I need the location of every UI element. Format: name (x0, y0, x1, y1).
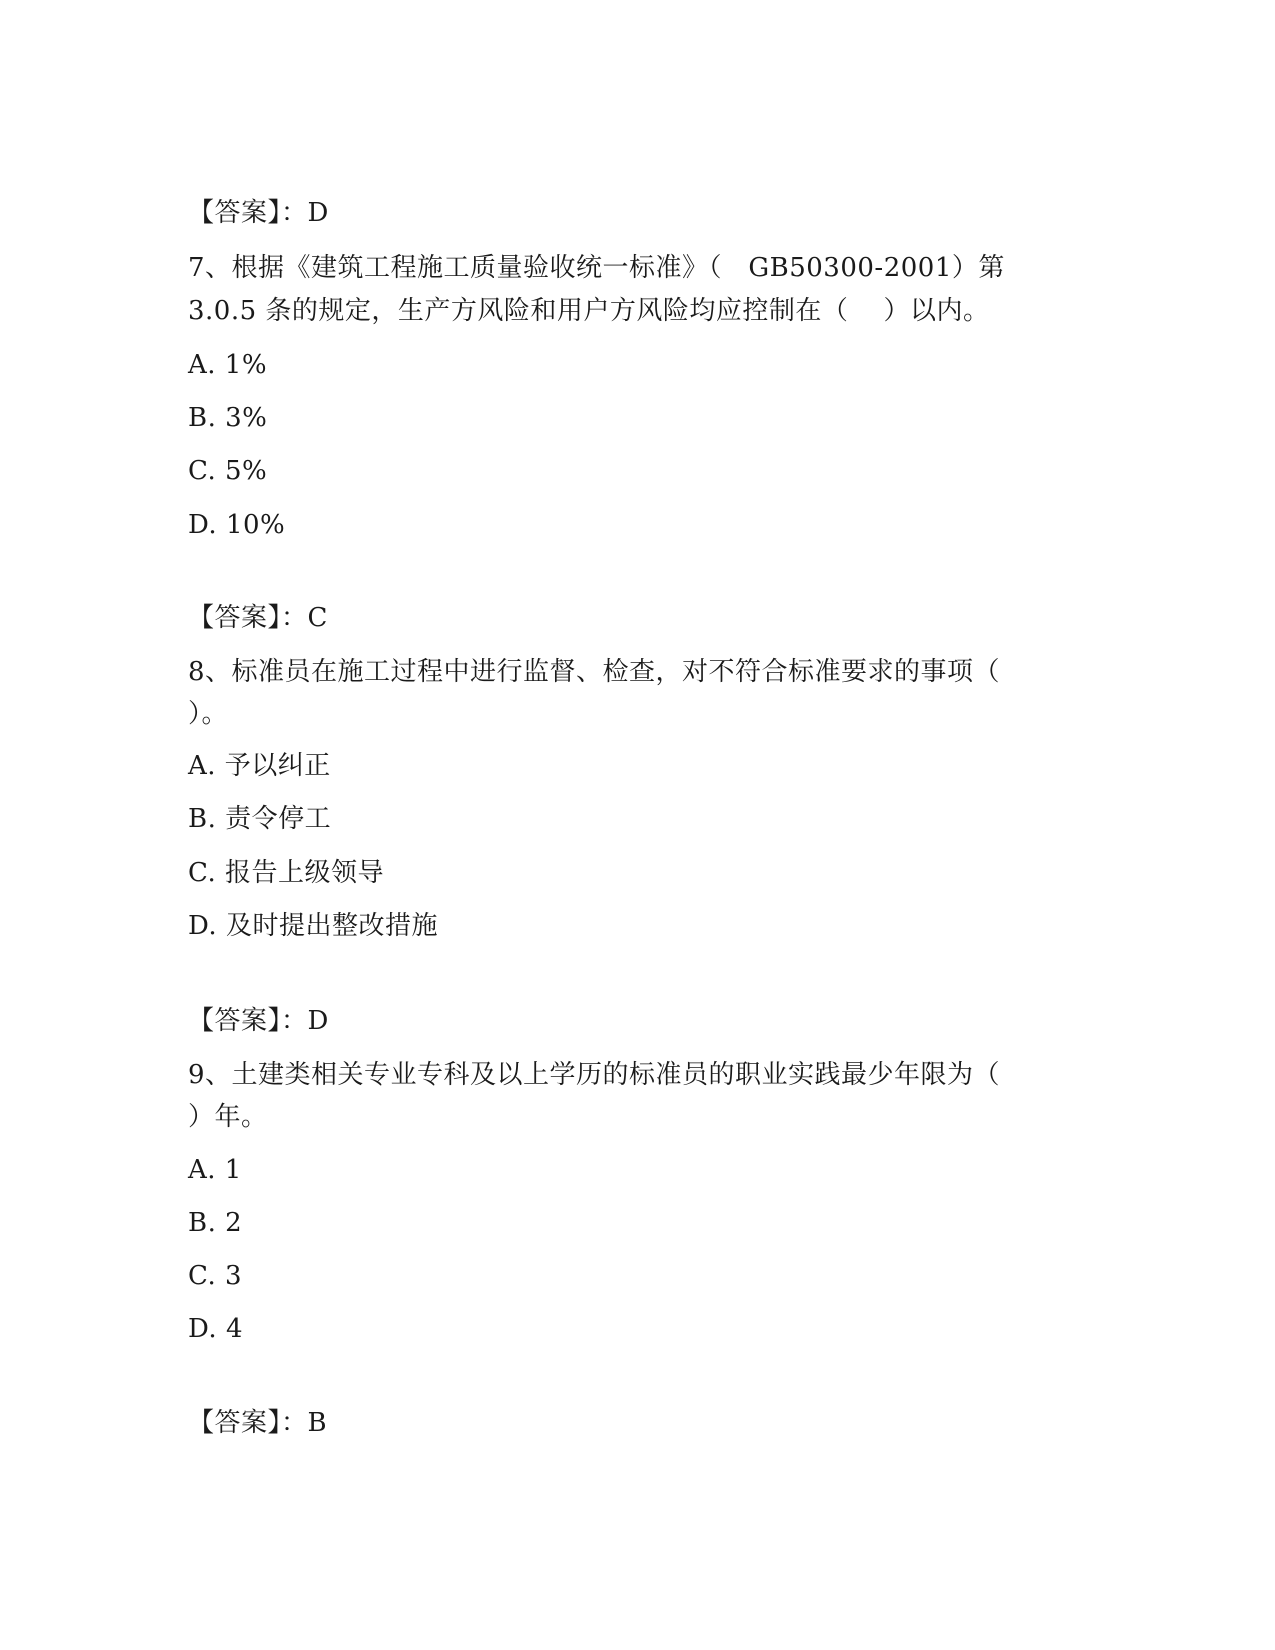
question-8-option-b: B. 责令停工 (188, 804, 332, 834)
question-9-option-a: A. 1 (188, 1155, 242, 1185)
answer-9: 【答案】：B (188, 1408, 328, 1438)
answer-8: 【答案】：D (188, 1006, 329, 1036)
question-8-option-d: D. 及时提出整改措施 (188, 911, 438, 941)
question-8-line-2: ）。 (188, 699, 229, 729)
question-9-line-2: ）年。 (188, 1102, 268, 1132)
question-7-option-c: C. 5% (188, 456, 268, 486)
question-9-option-b: B. 2 (188, 1208, 243, 1238)
question-8-option-c: C. 报告上级领导 (188, 858, 384, 888)
question-7-line-1: 7、根据《建筑工程施工质量验收统一标准》（ GB50300-2001）第 (188, 253, 1005, 283)
answer-7: 【答案】：C (188, 603, 328, 633)
question-7-option-d: D. 10% (188, 510, 286, 540)
question-8-line-1: 8、标准员在施工过程中进行监督、检查，对不符合标准要求的事项（ (188, 657, 1001, 687)
question-7-option-a: A. 1% (188, 350, 268, 380)
question-7-line-2: 3.0.5 条的规定，生产方风险和用户方风险均应控制在（ ）以内。 (188, 296, 990, 326)
question-9-option-c: C. 3 (188, 1261, 243, 1291)
question-8-option-a: A. 予以纠正 (188, 751, 331, 781)
question-9-option-d: D. 4 (188, 1314, 243, 1344)
question-7-option-b: B. 3% (188, 403, 268, 433)
question-9-line-1: 9、土建类相关专业专科及以上学历的标准员的职业实践最少年限为（ (188, 1060, 1001, 1090)
answer-6: 【答案】：D (188, 198, 329, 228)
